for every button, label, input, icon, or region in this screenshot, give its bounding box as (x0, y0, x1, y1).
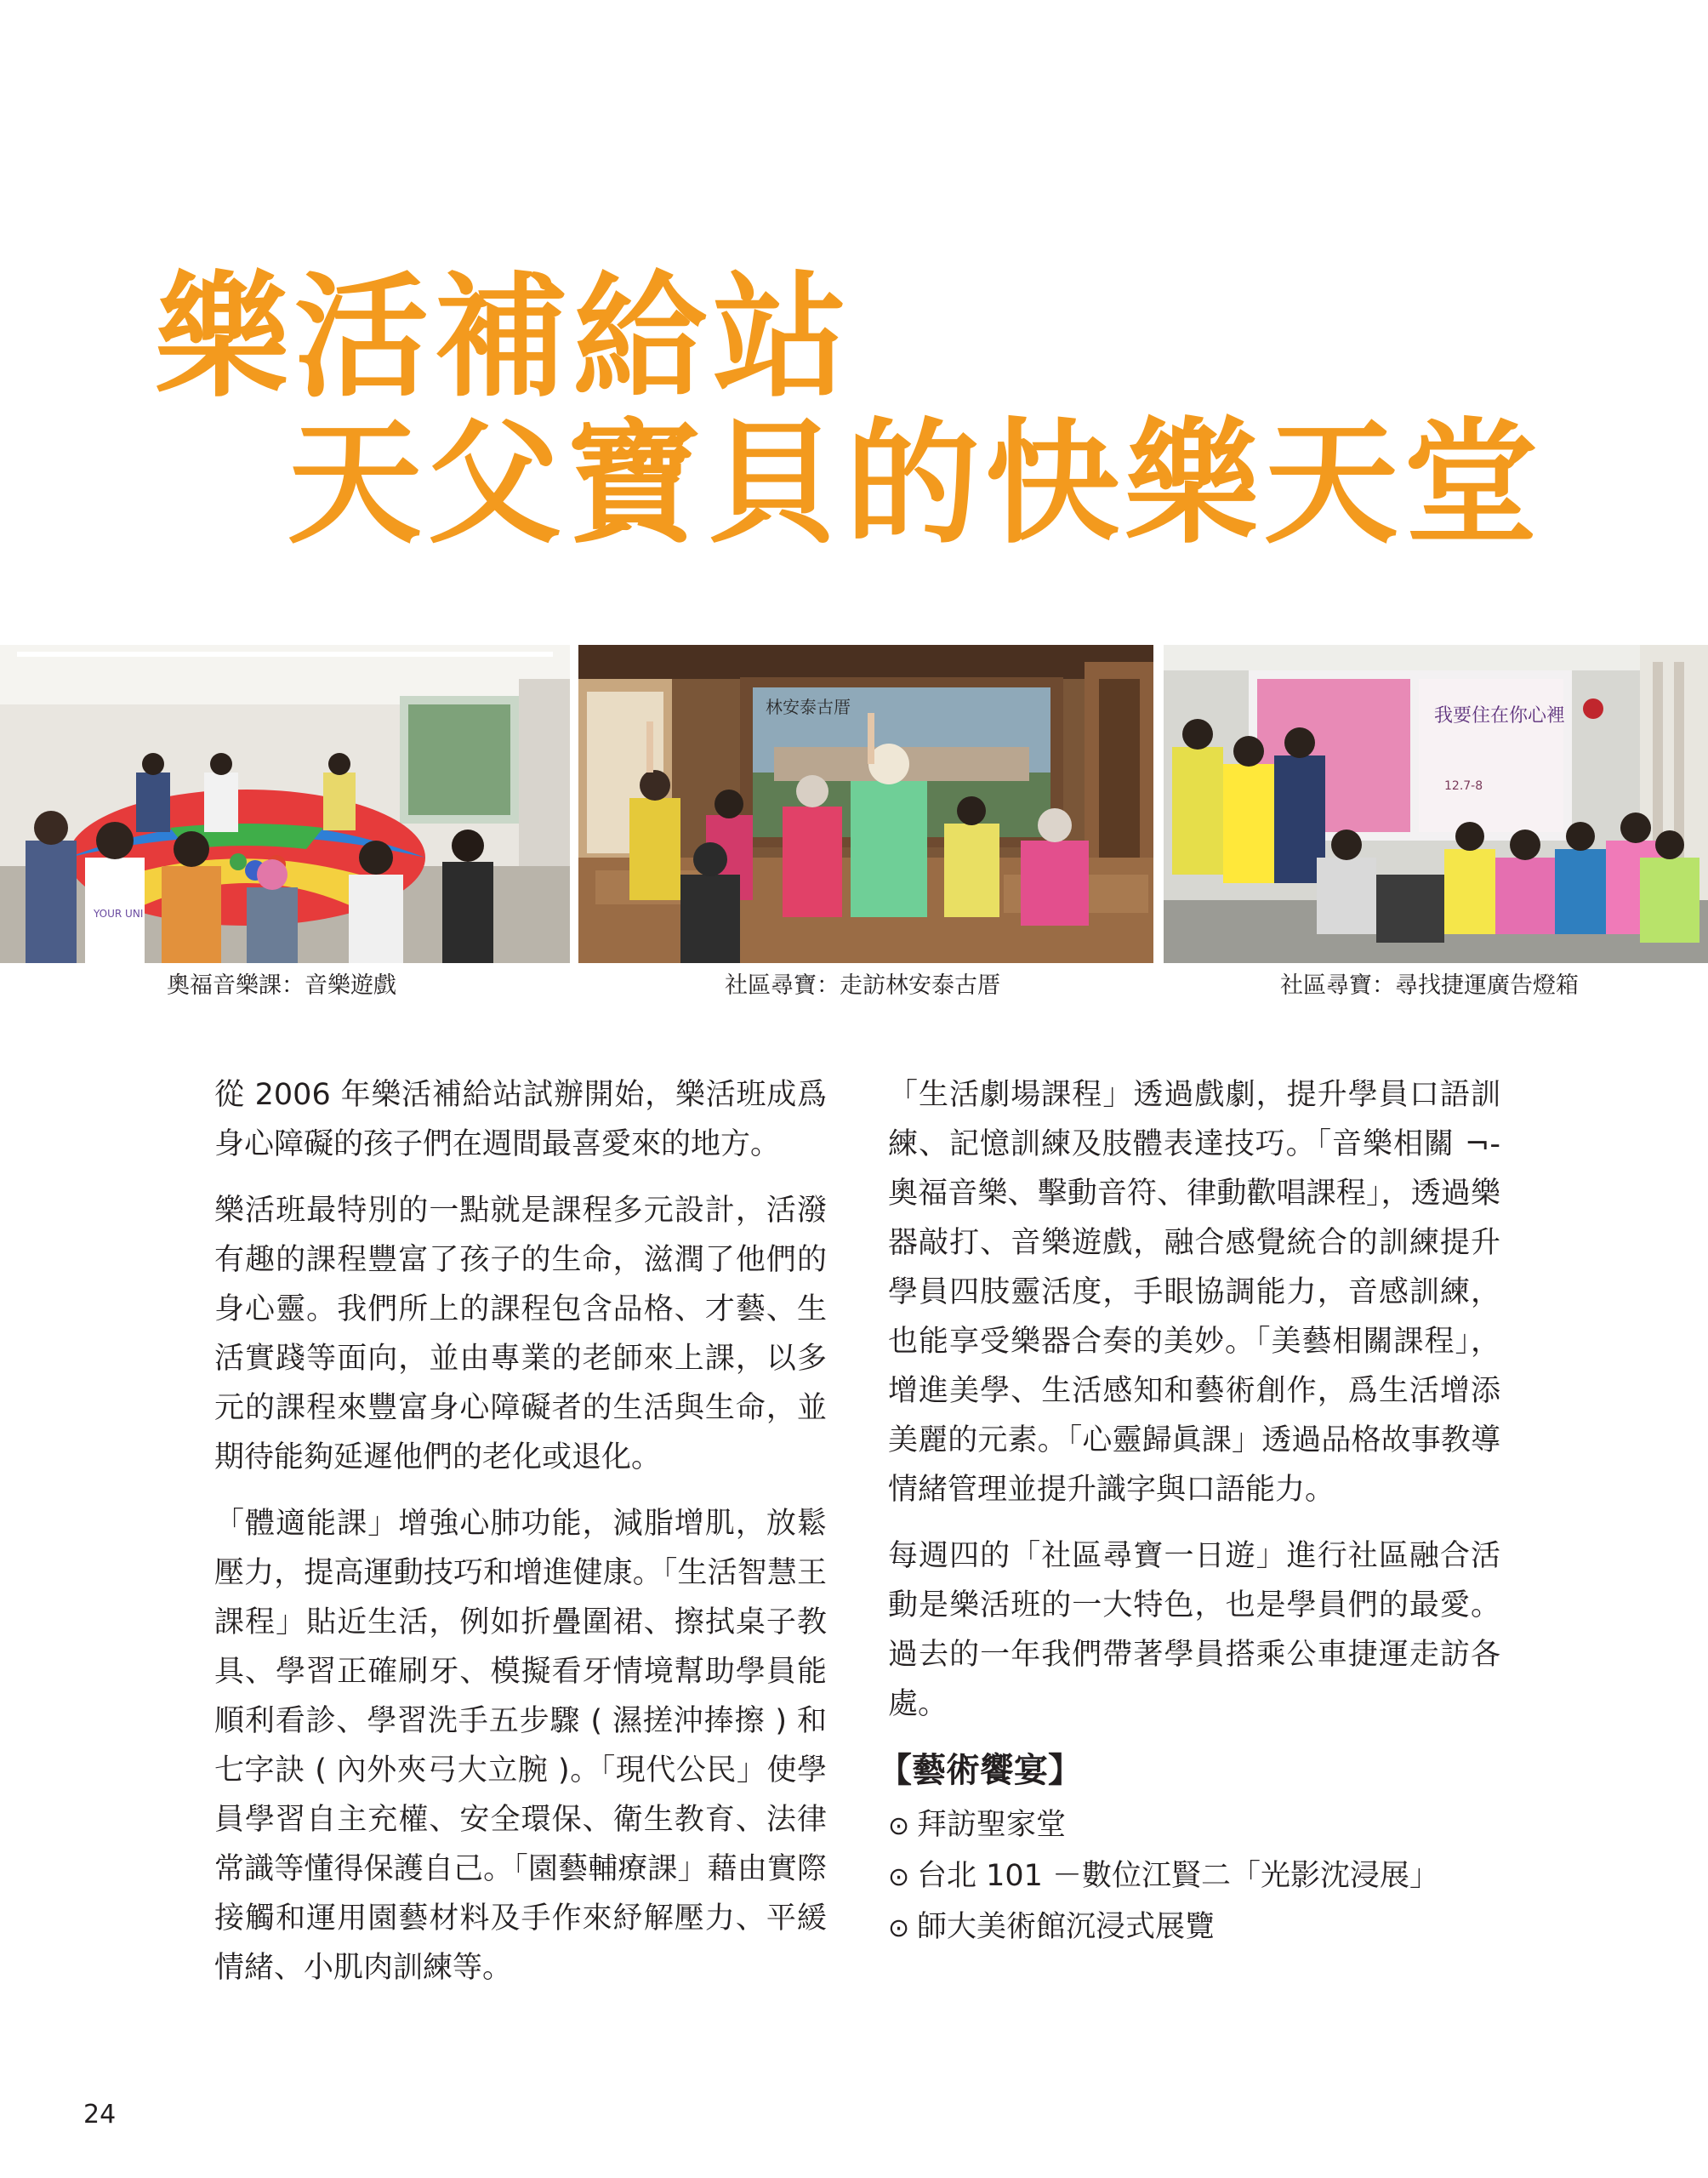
paragraph: 「體適能課」增強心肺功能，減脂增肌，放鬆壓力，提高運動技巧和增進健康。「生活智慧王課程」貼近生活，例如折疊圍裙、擦拭桌子教具、學習正確刷牙、模擬看牙情境幫助學員能順利看診、學習洗手五步驟 ( 濕搓沖捧擦 ) 和七字訣 ( 內外夾弓大立腕 )。「現代公民」使學員學習自主充權、安全環保、衛生教育、法律常識等懂得保護自己。「園藝輔療課」藉由實際接觸和運用園藝材料及手作來紓解壓力、平緩情緒、小肌肉訓練等。 (214, 1507, 827, 1985)
title-line-1: 樂活補給站 (155, 259, 852, 416)
circle-dot-icon: ⊙ (888, 1862, 910, 1892)
photo-mrt-lightbox (1164, 645, 1708, 963)
title-line-2: 天父寶貝的快樂天堂 (288, 405, 1543, 562)
art-section-heading: 【藝術饗宴】 (878, 1751, 1082, 1790)
poster-title: 我要住在你心裡 (1434, 705, 1566, 727)
list-item (888, 1851, 1500, 1902)
body-column-left (214, 1070, 827, 2010)
list-item-text: 台北 101 －數位江賢二「光影沈浸展」 (917, 1859, 1440, 1893)
shirt-print: YOUR UNI (94, 908, 144, 920)
paragraph: 從 2006 年樂活補給站試辦開始，樂活班成爲身心障礙的孩子們在週間最喜愛來的地方。 (214, 1078, 827, 1161)
list-item (888, 1902, 1500, 1953)
list-item-text: 拜訪聖家堂 (917, 1808, 1067, 1842)
art-section-list (888, 1800, 1500, 1953)
circle-dot-icon: ⊙ (888, 1811, 910, 1841)
body-column-right (878, 1070, 1500, 1953)
photo-caption-3: 社區尋寶：尋找捷運廣告燈箱 (1280, 972, 1579, 999)
paragraph: 樂活班最特別的一點就是課程多元設計，活潑有趣的課程豐富了孩子的生命，滋潤了他們的身心靈。我們所上的課程包含品格、才藝、生活實踐等面向，並由專業的老師來上課，以多元的課程來豐富身心障礙者的生活與生命，並期待能夠延遲他們的老化或退化。 (214, 1194, 827, 1474)
photo-music-game (0, 645, 570, 963)
list-item-text: 師大美術館沉浸式展覽 (917, 1910, 1216, 1944)
page-number: 24 (83, 2100, 117, 2130)
photo-caption-2: 社區尋寶：走訪林安泰古厝 (725, 972, 1000, 999)
circle-dot-icon: ⊙ (888, 1913, 910, 1943)
list-item (888, 1800, 1500, 1851)
paragraph: 每週四的「社區尋寶一日遊」進行社區融合活動是樂活班的一大特色，也是學員們的最愛。過去的一年我們帶著學員搭乘公車捷運走訪各處。 (888, 1539, 1500, 1721)
photo-lin-an-tai (578, 645, 1153, 963)
paragraph: 「生活劇場課程」透過戲劇，提升學員口語訓練、記憶訓練及肢體表達技巧。「音樂相關 ¬- 奧福音樂、擊動音符、律動歡唱課程」，透過樂器敲打、音樂遊戲，融合感覺統合的訓練提升學員四肢靈活度，手眼協調能力，音感訓練，也能享受樂器合奏的美妙。「美藝相關課程」，增進美學、生活感知和藝術創作，爲生活增添美麗的元素。「心靈歸眞課」透過品格故事教導情緒管理並提升識字與口語能力。 (888, 1078, 1500, 1507)
photo-caption-1: 奧福音樂課：音樂遊戲 (167, 972, 396, 999)
poster-date: 12.7-8 (1444, 779, 1483, 793)
museum-sign: 林安泰古厝 (766, 697, 851, 717)
